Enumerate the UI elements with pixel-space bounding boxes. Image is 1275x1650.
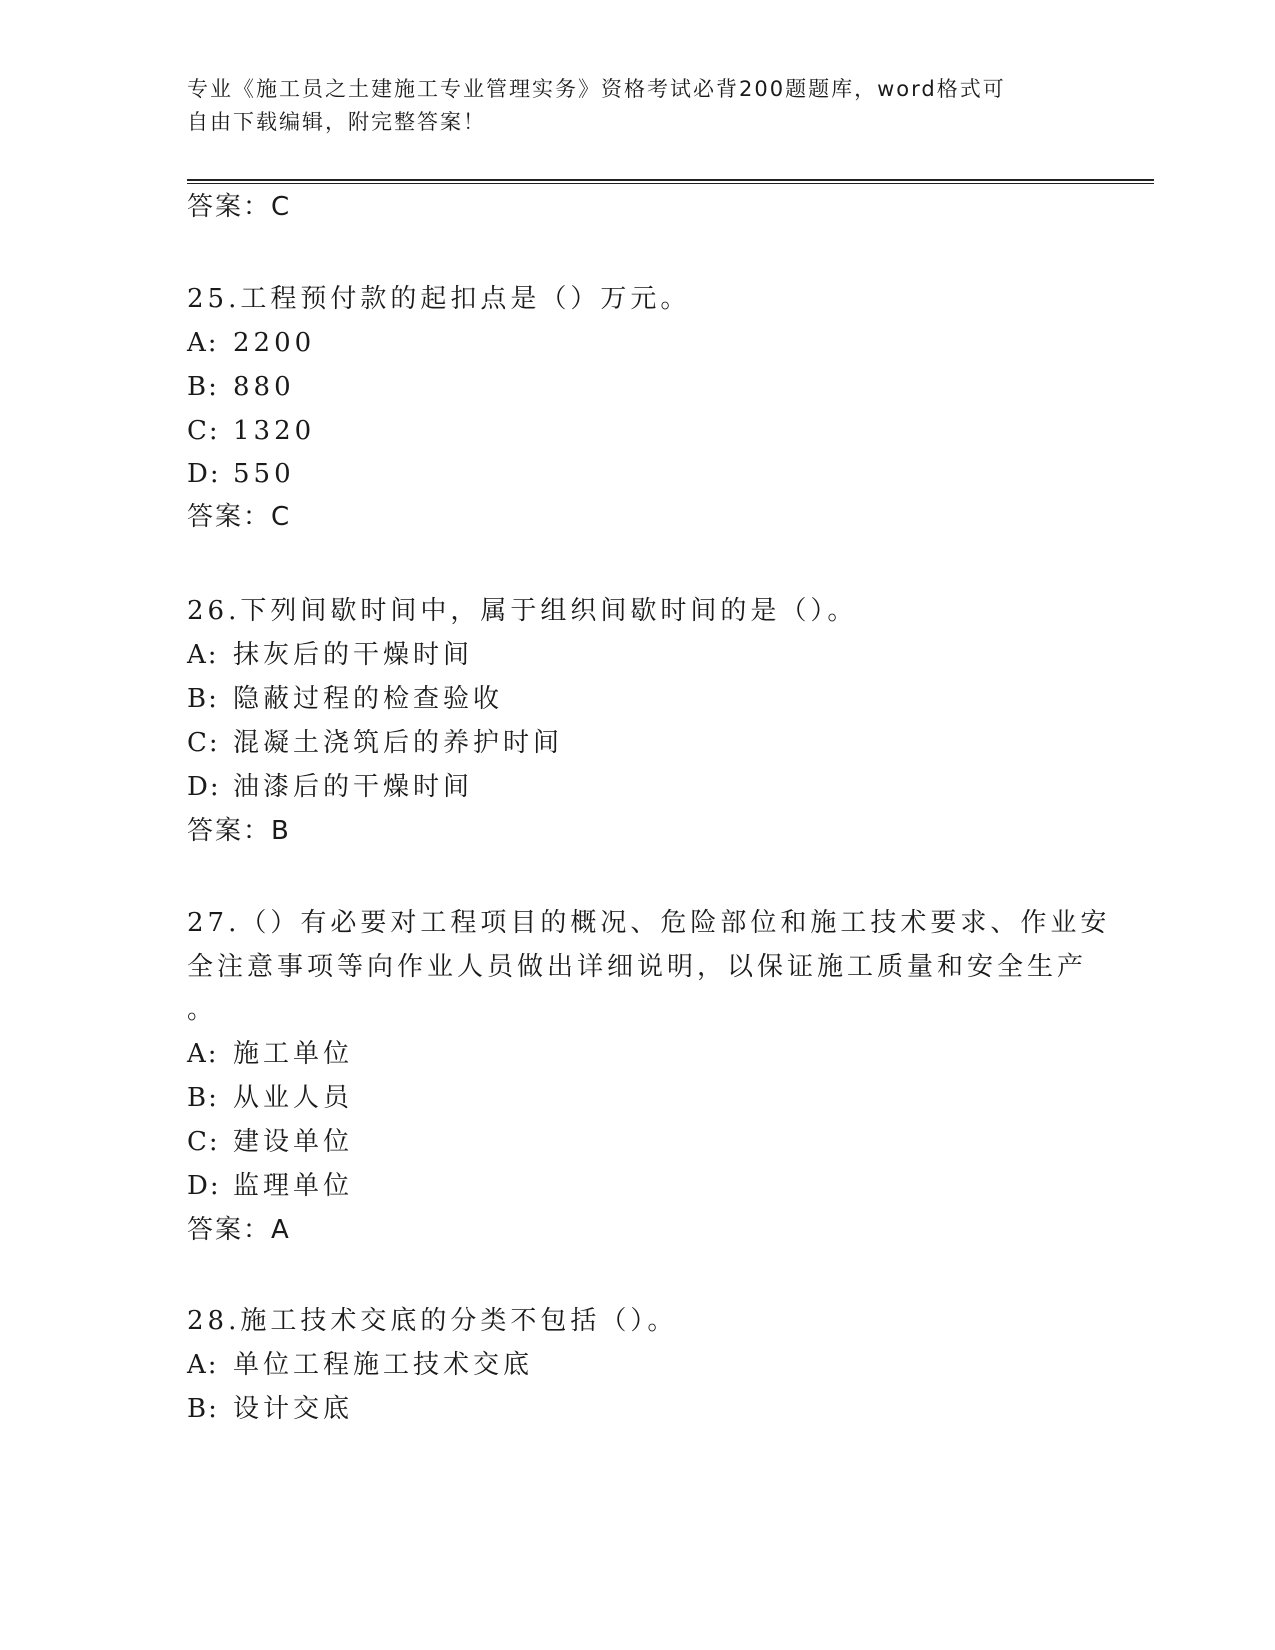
question-26-stem: 26.下列间歇时间中，属于组织间歇时间的是（）。 [187,596,858,626]
question-25-option-b [187,370,295,404]
option-label: B: [187,1083,219,1113]
question-27-option-b [187,1081,353,1115]
question-26-option-c [187,726,563,760]
option-text: 隐蔽过程的检查验收 [233,684,504,714]
option-text: 2200 [233,328,316,358]
question-28-option-b [187,1392,353,1426]
option-label: B: [187,684,219,714]
question-25-option-a [187,326,315,360]
option-label: D: [187,772,221,802]
answer-prev: 答案：C [187,192,292,222]
question-25-answer: 答案：C [187,502,292,532]
option-text: 监理单位 [233,1171,354,1201]
option-label: B: [187,372,219,402]
option-text: 550 [233,459,295,489]
option-label: C: [187,416,220,446]
option-text: 施工单位 [233,1039,354,1069]
option-text: 油漆后的干燥时间 [233,772,474,802]
question-25-option-c [187,414,315,448]
question-26-option-b [187,682,503,716]
option-label: B: [187,1394,219,1424]
option-label: A: [187,1350,219,1380]
option-label: D: [187,459,221,489]
option-text: 单位工程施工技术交底 [233,1350,534,1380]
question-27-answer: 答案：A [187,1215,291,1245]
question-27-option-a [187,1037,353,1071]
option-text: 建设单位 [233,1127,354,1157]
option-text: 880 [233,372,295,402]
option-text: 混凝土浇筑后的养护时间 [233,728,564,758]
header-divider-thick [187,179,1154,181]
question-25-stem: 25.工程预付款的起扣点是（）万元。 [187,284,691,314]
header-line-1: 专业《施工员之土建施工专业管理实务》资格考试必背200题题库，word格式可 [187,77,1006,101]
question-27-stem-line-2: 全注意事项等向作业人员做出详细说明，以保证施工质量和安全生产 [187,952,1088,982]
option-text: 抹灰后的干燥时间 [233,640,474,670]
header-divider-thin [187,183,1154,184]
option-label: C: [187,728,220,758]
question-27-option-c [187,1125,353,1159]
question-28-stem: 28.施工技术交底的分类不包括（）。 [187,1306,678,1336]
document-header [187,73,1067,139]
option-label: A: [187,640,219,670]
option-text: 设计交底 [233,1394,354,1424]
question-26-option-d [187,770,473,804]
option-text: 从业人员 [233,1083,354,1113]
question-27-stem-line-1: 27.（）有必要对工程项目的概况、危险部位和施工技术要求、作业安 [187,908,1111,938]
question-26-answer: 答案：B [187,816,291,846]
option-label: A: [187,1039,219,1069]
option-label: D: [187,1171,221,1201]
question-25-option-d [187,457,295,491]
question-26-option-a [187,638,473,672]
question-27-option-d [187,1169,353,1203]
question-28-option-a [187,1348,533,1382]
option-text: 1320 [233,416,316,446]
option-label: A: [187,328,219,358]
option-label: C: [187,1127,220,1157]
header-line-2: 自由下载编辑，附完整答案！ [187,110,486,134]
question-27-stem-line-3: 。 [187,995,218,1025]
